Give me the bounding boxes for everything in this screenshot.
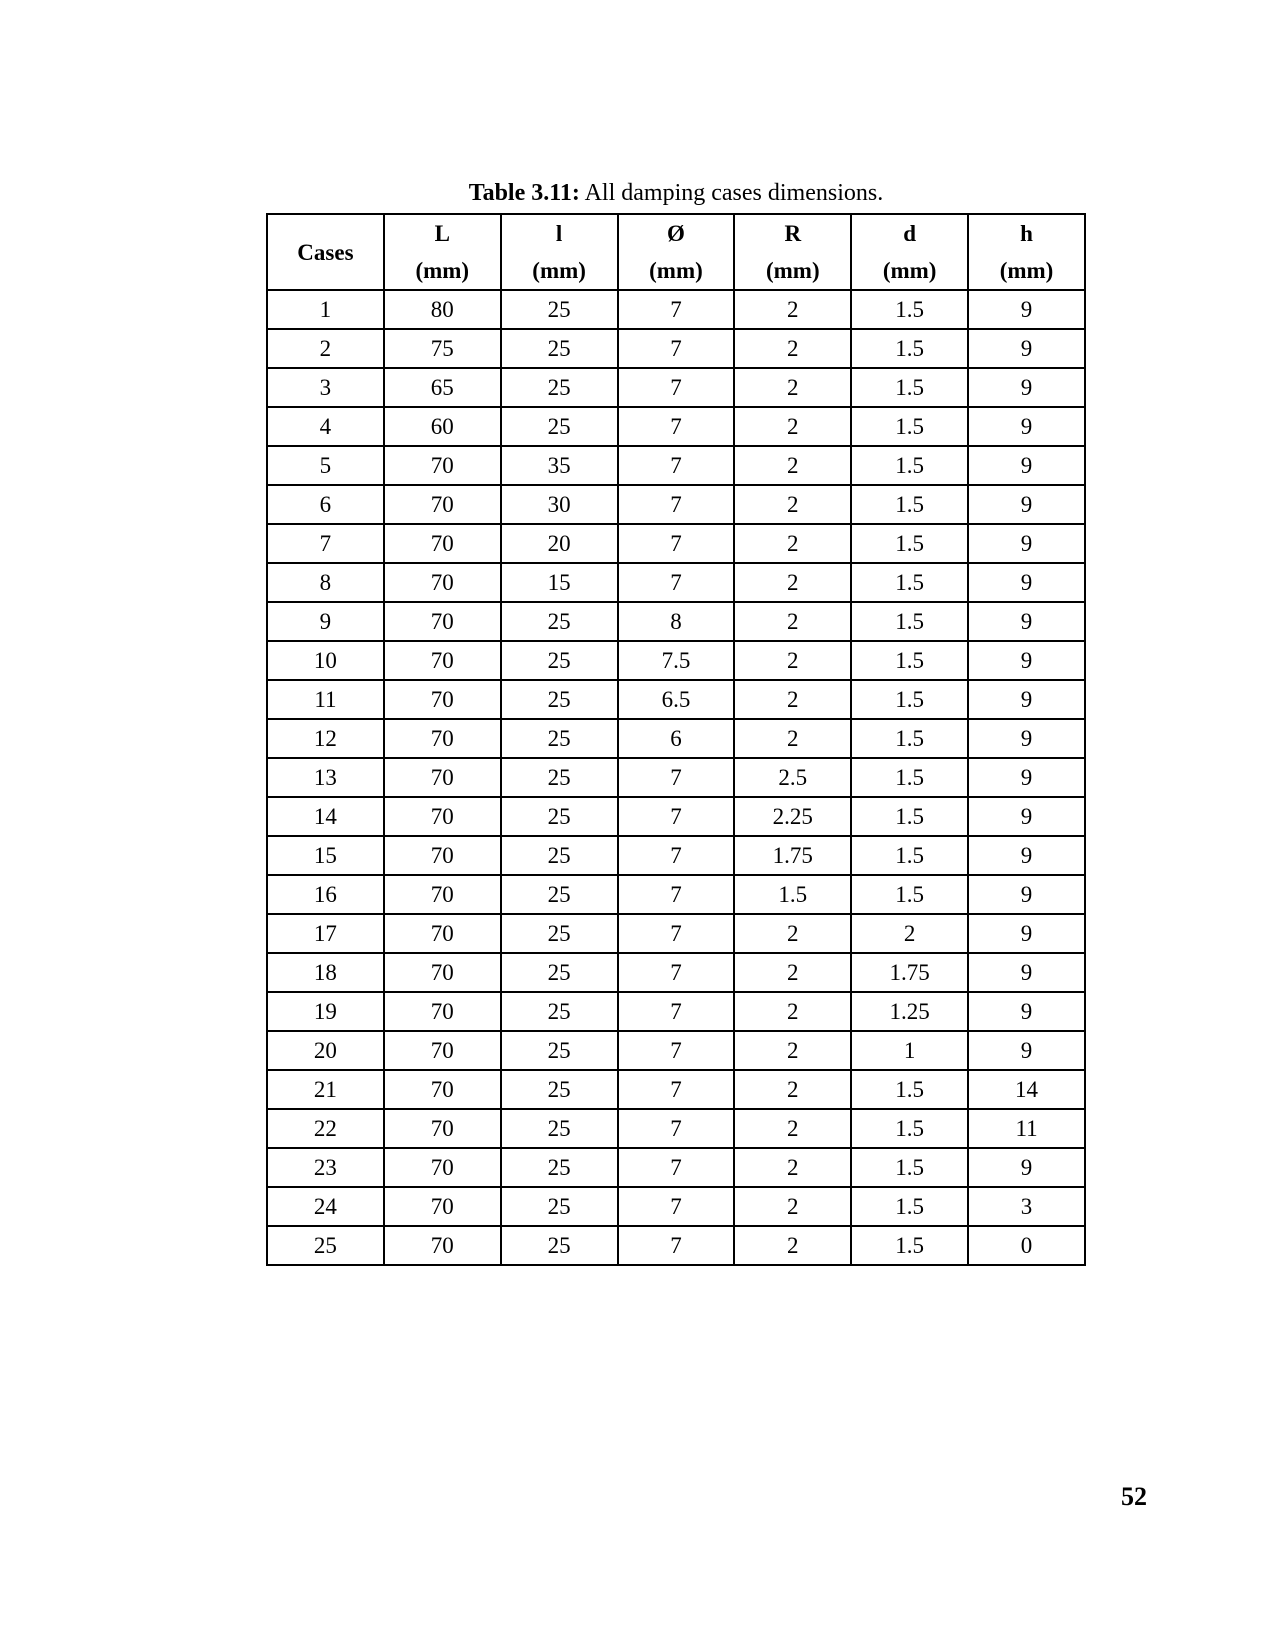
- table-cell: 7: [618, 758, 735, 797]
- table-cell: 2: [734, 914, 851, 953]
- table-cell: 2: [734, 1187, 851, 1226]
- table-cell: 1.5: [851, 1226, 968, 1265]
- table-cell: 9: [968, 641, 1085, 680]
- table-cell: 1.5: [851, 875, 968, 914]
- table-cell: 6.5: [618, 680, 735, 719]
- table-cell: 14: [968, 1070, 1085, 1109]
- case-number-cell: 11: [267, 680, 384, 719]
- table-cell: 35: [501, 446, 618, 485]
- case-number-cell: 10: [267, 641, 384, 680]
- table-cell: 2: [734, 1109, 851, 1148]
- table-row: [267, 1109, 1085, 1148]
- table-cell: 9: [968, 602, 1085, 641]
- table-cell: 2: [734, 680, 851, 719]
- table-row: [267, 914, 1085, 953]
- table-cell: 9: [968, 563, 1085, 602]
- table-cell: 1.5: [851, 407, 968, 446]
- table-cell: 1.75: [851, 953, 968, 992]
- table-cell: 7: [618, 953, 735, 992]
- table-cell: 25: [501, 1226, 618, 1265]
- case-number-cell: 18: [267, 953, 384, 992]
- case-number-cell: 23: [267, 1148, 384, 1187]
- case-number-cell: 16: [267, 875, 384, 914]
- header-column: [734, 214, 851, 290]
- table-cell: 75: [384, 329, 501, 368]
- header-symbol: R: [784, 221, 802, 246]
- table-cell: 1.5: [851, 1148, 968, 1187]
- table-cell: 1.5: [851, 1070, 968, 1109]
- table-cell: 30: [501, 485, 618, 524]
- table-cell: 1.5: [851, 641, 968, 680]
- table-cell: 9: [968, 875, 1085, 914]
- table-cell: 70: [384, 1226, 501, 1265]
- table-cell: 20: [501, 524, 618, 563]
- table-row: [267, 329, 1085, 368]
- table-cell: 25: [501, 992, 618, 1031]
- caption-label: Table 3.11:: [468, 180, 580, 206]
- table-cell: 9: [968, 1148, 1085, 1187]
- table-cell: 1.5: [851, 719, 968, 758]
- table-cell: 7: [618, 368, 735, 407]
- table-cell: 7: [618, 1070, 735, 1109]
- caption-text: All damping cases dimensions.: [579, 180, 884, 206]
- case-number-cell: 14: [267, 797, 384, 836]
- table-cell: 70: [384, 680, 501, 719]
- case-number-cell: 19: [267, 992, 384, 1031]
- table-cell: 25: [501, 875, 618, 914]
- header-column: [501, 214, 618, 290]
- case-number-cell: 12: [267, 719, 384, 758]
- table-cell: 25: [501, 758, 618, 797]
- table-cell: 9: [968, 446, 1085, 485]
- table-cell: 70: [384, 1109, 501, 1148]
- table-cell: 2: [734, 446, 851, 485]
- table-cell: 70: [384, 524, 501, 563]
- header-symbol: d: [903, 221, 917, 246]
- table-cell: 25: [501, 602, 618, 641]
- table-cell: 80: [384, 290, 501, 329]
- table-cell: 1.5: [851, 758, 968, 797]
- table-cell: 7: [618, 836, 735, 875]
- case-number-cell: 3: [267, 368, 384, 407]
- table-cell: 9: [968, 719, 1085, 758]
- table-caption: [266, 178, 1086, 208]
- table-row: [267, 797, 1085, 836]
- table-cell: 2: [734, 1148, 851, 1187]
- table-cell: 1.75: [734, 836, 851, 875]
- table-cell: 7: [618, 1226, 735, 1265]
- table-row: [267, 758, 1085, 797]
- table-cell: 70: [384, 758, 501, 797]
- table-row: [267, 641, 1085, 680]
- case-number-cell: 7: [267, 524, 384, 563]
- header-column: [384, 214, 501, 290]
- table-cell: 1.5: [851, 1109, 968, 1148]
- table-cell: 60: [384, 407, 501, 446]
- table-cell: 7.5: [618, 641, 735, 680]
- table-cell: 1: [851, 1031, 968, 1070]
- table-cell: 7: [618, 992, 735, 1031]
- table-cell: 70: [384, 641, 501, 680]
- table-cell: 7: [618, 875, 735, 914]
- case-number-cell: 9: [267, 602, 384, 641]
- header-unit: (mm): [999, 258, 1054, 283]
- table-cell: 1.5: [851, 524, 968, 563]
- table-cell: 25: [501, 329, 618, 368]
- table-cell: 1.5: [851, 368, 968, 407]
- page-number: 52: [1121, 1482, 1147, 1511]
- table-cell: 9: [968, 485, 1085, 524]
- table-cell: 1.5: [851, 446, 968, 485]
- table-cell: 1.5: [851, 680, 968, 719]
- table-cell: 70: [384, 563, 501, 602]
- case-number-cell: 22: [267, 1109, 384, 1148]
- table-cell: 9: [968, 524, 1085, 563]
- table-cell: 1.5: [851, 836, 968, 875]
- table-cell: 1.5: [734, 875, 851, 914]
- case-number-cell: 8: [267, 563, 384, 602]
- table-cell: 7: [618, 1148, 735, 1187]
- case-number-cell: 13: [267, 758, 384, 797]
- header-unit: (mm): [415, 258, 470, 283]
- table-cell: 25: [501, 407, 618, 446]
- table-cell: 2: [851, 914, 968, 953]
- table-row: [267, 524, 1085, 563]
- table-cell: 9: [968, 797, 1085, 836]
- table-row: [267, 485, 1085, 524]
- table-cell: 25: [501, 1070, 618, 1109]
- table-cell: 9: [968, 953, 1085, 992]
- case-number-cell: 15: [267, 836, 384, 875]
- header-symbol: L: [434, 221, 450, 246]
- table-cell: 9: [968, 368, 1085, 407]
- header-unit: (mm): [532, 258, 586, 283]
- header-column: [851, 214, 968, 290]
- table-cell: 25: [501, 368, 618, 407]
- table-row: [267, 407, 1085, 446]
- case-number-cell: 4: [267, 407, 384, 446]
- table-row: [267, 1070, 1085, 1109]
- table-cell: 2: [734, 524, 851, 563]
- table-cell: 15: [501, 563, 618, 602]
- table-cell: 2.25: [734, 797, 851, 836]
- case-number-cell: 20: [267, 1031, 384, 1070]
- header-symbol: Ø: [667, 221, 685, 246]
- table-row: [267, 446, 1085, 485]
- table-cell: 25: [501, 1109, 618, 1148]
- table-cell: 2: [734, 407, 851, 446]
- table-cell: 70: [384, 836, 501, 875]
- table-cell: 7: [618, 329, 735, 368]
- table-cell: 70: [384, 1187, 501, 1226]
- table-row: [267, 1031, 1085, 1070]
- case-number-cell: 5: [267, 446, 384, 485]
- case-number-cell: 24: [267, 1187, 384, 1226]
- table-row: [267, 875, 1085, 914]
- table-cell: 7: [618, 914, 735, 953]
- table-cell: 7: [618, 1031, 735, 1070]
- header-unit: (mm): [765, 258, 820, 283]
- table-cell: 25: [501, 797, 618, 836]
- table-cell: 70: [384, 602, 501, 641]
- case-number-cell: 21: [267, 1070, 384, 1109]
- table-cell: 7: [618, 446, 735, 485]
- table-cell: 70: [384, 797, 501, 836]
- table-cell: 0: [968, 1226, 1085, 1265]
- table-cell: 7: [618, 407, 735, 446]
- table-cell: 2: [734, 953, 851, 992]
- table-cell: 2: [734, 368, 851, 407]
- table-cell: 9: [968, 758, 1085, 797]
- table-cell: 1.25: [851, 992, 968, 1031]
- case-number-cell: 2: [267, 329, 384, 368]
- table-row: [267, 719, 1085, 758]
- table-cell: 25: [501, 1148, 618, 1187]
- header-unit: (mm): [649, 258, 703, 283]
- table-row: [267, 992, 1085, 1031]
- case-number-cell: 6: [267, 485, 384, 524]
- table-cell: 7: [618, 1187, 735, 1226]
- table-cell: 2: [734, 992, 851, 1031]
- table-cell: 1.5: [851, 290, 968, 329]
- table-cell: 70: [384, 446, 501, 485]
- table-cell: 9: [968, 329, 1085, 368]
- table-cell: 25: [501, 953, 618, 992]
- table-cell: 11: [968, 1109, 1085, 1148]
- table-cell: 2: [734, 329, 851, 368]
- table-cell: 1.5: [851, 602, 968, 641]
- table-cell: 2: [734, 719, 851, 758]
- table-cell: 9: [968, 290, 1085, 329]
- table-row: [267, 290, 1085, 329]
- table-cell: 2: [734, 290, 851, 329]
- table-cell: 7: [618, 563, 735, 602]
- header-symbol: l: [555, 221, 563, 246]
- table-cell: 7: [618, 1109, 735, 1148]
- table-cell: 9: [968, 836, 1085, 875]
- table-row: [267, 1226, 1085, 1265]
- table-cell: 2: [734, 1031, 851, 1070]
- table-cell: 1.5: [851, 563, 968, 602]
- table-cell: 70: [384, 953, 501, 992]
- table-cell: 1.5: [851, 1187, 968, 1226]
- table-row: [267, 1148, 1085, 1187]
- table-cell: 70: [384, 485, 501, 524]
- table-cell: 2: [734, 1226, 851, 1265]
- table-header: [267, 214, 1085, 290]
- table-cell: 70: [384, 992, 501, 1031]
- table-cell: 25: [501, 290, 618, 329]
- table-cell: 7: [618, 485, 735, 524]
- table-cell: 9: [968, 1031, 1085, 1070]
- table-cell: 2: [734, 641, 851, 680]
- table-cell: 25: [501, 641, 618, 680]
- case-number-cell: 1: [267, 290, 384, 329]
- table-row: [267, 368, 1085, 407]
- table-cell: 2.5: [734, 758, 851, 797]
- table-cell: 1.5: [851, 329, 968, 368]
- table-cell: 2: [734, 485, 851, 524]
- table-cell: 3: [968, 1187, 1085, 1226]
- table-cell: 7: [618, 290, 735, 329]
- table-cell: 1.5: [851, 485, 968, 524]
- table-row: [267, 1187, 1085, 1226]
- table-cell: 9: [968, 914, 1085, 953]
- table-cell: 25: [501, 1031, 618, 1070]
- header-column: [618, 214, 735, 290]
- header-symbol: h: [1020, 221, 1033, 246]
- table-cell: 25: [501, 719, 618, 758]
- table-cell: 6: [618, 719, 735, 758]
- table-cell: 25: [501, 680, 618, 719]
- table-cell: 9: [968, 680, 1085, 719]
- table-cell: 25: [501, 914, 618, 953]
- table-cell: 7: [618, 797, 735, 836]
- table-cell: 70: [384, 1070, 501, 1109]
- table-cell: 8: [618, 602, 735, 641]
- table-row: [267, 953, 1085, 992]
- table-cell: 70: [384, 1031, 501, 1070]
- table-cell: 70: [384, 914, 501, 953]
- table-cell: 65: [384, 368, 501, 407]
- table-cell: 70: [384, 719, 501, 758]
- header-unit: (mm): [882, 258, 937, 283]
- table-row: [267, 680, 1085, 719]
- table-body: [267, 290, 1085, 1265]
- table-cell: 25: [501, 836, 618, 875]
- table-row: [267, 563, 1085, 602]
- table-cell: 7: [618, 524, 735, 563]
- table-cell: 70: [384, 1148, 501, 1187]
- header-row: [267, 214, 1085, 290]
- header-column: [968, 214, 1085, 290]
- table-cell: 9: [968, 992, 1085, 1031]
- table-cell: 2: [734, 1070, 851, 1109]
- table-row: [267, 602, 1085, 641]
- header-cases: Cases: [267, 214, 384, 290]
- table-cell: 1.5: [851, 797, 968, 836]
- table-cell: 25: [501, 1187, 618, 1226]
- table-cell: 9: [968, 407, 1085, 446]
- table-cell: 70: [384, 875, 501, 914]
- table-cell: 2: [734, 563, 851, 602]
- dimensions-table: [266, 213, 1086, 1266]
- table-cell: 2: [734, 602, 851, 641]
- case-number-cell: 25: [267, 1226, 384, 1265]
- case-number-cell: 17: [267, 914, 384, 953]
- table-row: [267, 836, 1085, 875]
